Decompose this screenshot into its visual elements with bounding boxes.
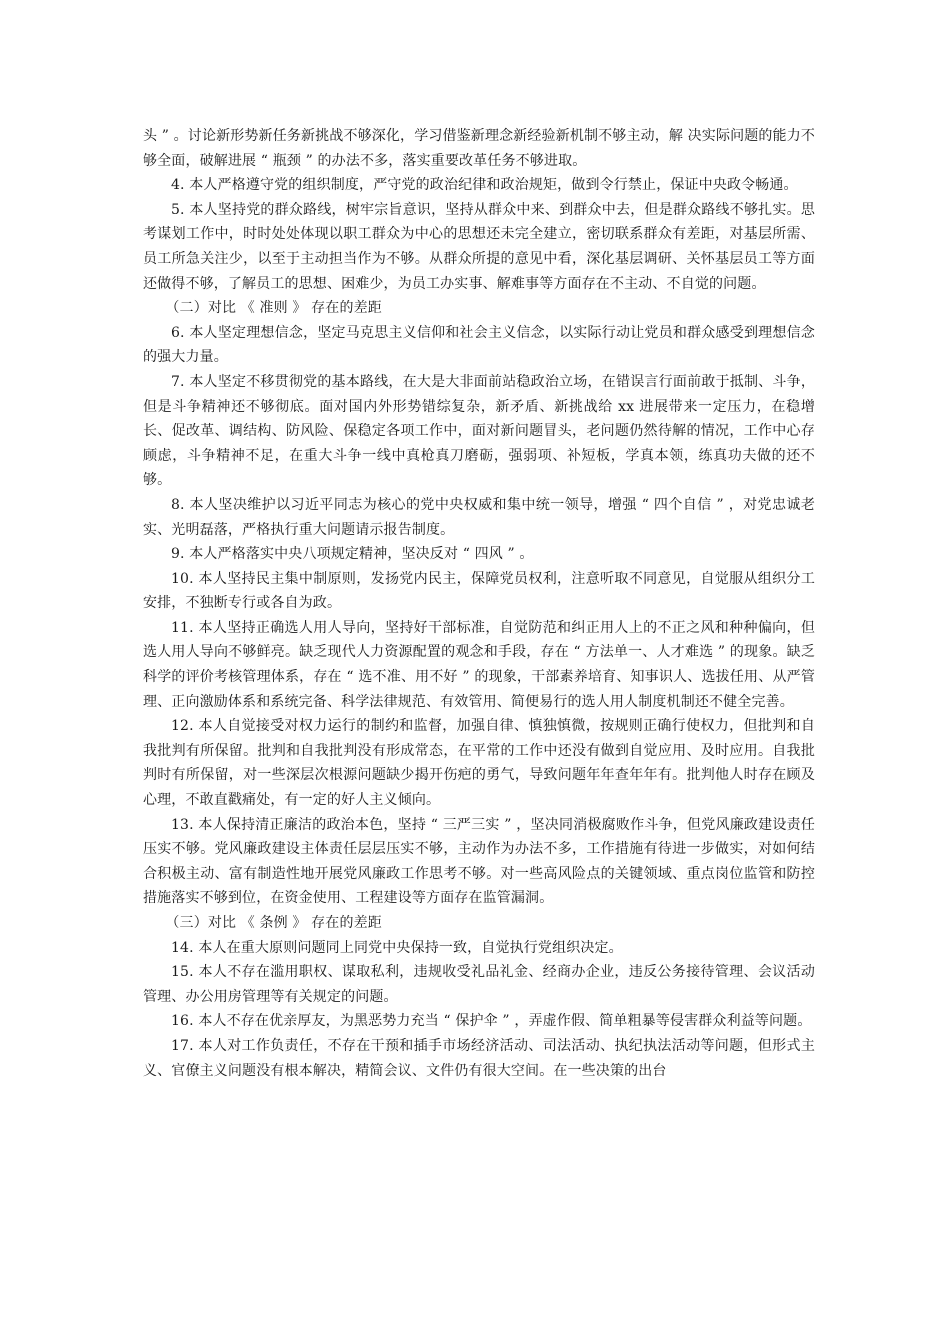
section-heading-3: （三）对比 《 条例 》 存在的差距 <box>165 915 382 931</box>
paragraph-item-5: 5. 本人坚持党的群众路线，树牢宗旨意识，坚持从群众中来、到群众中去，但是群众路线不够扎实。思考谋划工作中，时时处处体现以职工群众为中心的思想还未完全建立，密切联系群众有差距，对基层所需、员工所急关注少，以至于主动担当作为不够。从群众所提的意见中看，深化基层调研、关怀基层员工等方面还做得不够，了解员工的思想、困难少，为员工办实事、解难事等方面存在不主动、不自觉的问题。 <box>143 201 815 292</box>
paragraph-item-7: 7. 本人坚定不移贯彻党的基本路线，在大是大非面前站稳政治立场，在错误言行面前敢于抵制、斗争，但是斗争精神还不够彻底。面对国内外形势错综复杂，新矛盾、新挑战给 xx 进展带来一定压力，在稳增长、促改革、调结构、防风险、保稳定各项工作中，面对新问题冒头，老问题仍然待解的情况，工作中心存顾虑，斗争精神不足，在重大斗争一线中真枪真刀磨砺，强弱项、补短板，学真本领，练真功夫做的还不够。 <box>143 373 815 489</box>
paragraph-item-16: 16. 本人不存在优亲厚友，为黑恶势力充当 “ 保护伞 ” ，弄虚作假、简单粗暴等侵害群众利益等问题。 <box>171 1013 812 1030</box>
section-heading-2: （二）对比 《 准则 》 存在的差距 <box>165 300 382 317</box>
paragraph-item-12: 12. 本人自觉接受对权力运行的制约和监督，加强自律、慎独慎微，按规则正确行使权力，但批判和自我批判有所保留。批判和自我批判没有形成常态，在平常的工作中还没有做到自觉应用、及时应用。自我批判时有所保留，对一些深层次根源问题缺少揭开伤疤的勇气，导致问题年年查年年有。批判他人时存在顾及心理，不敢直戳痛处，有一定的好人主义倾向。 <box>143 718 815 809</box>
paragraph-item-13: 13. 本人保持清正廉洁的政治本色，坚持 “ 三严三实 ” ，坚决同消极腐败作斗争，但党风廉政建设责任压实不够。党风廉政建设主体责任层层压实不够，主动作为办法不多，工作措施有待进一步做实，对如何结合积极主动、富有制造性地开展党风廉政工作思考不够。对一些高风险点的关键领域、重点岗位监管和防控措施落实不够到位，在资金使用、工程建设等方面存在监管漏洞。 <box>143 816 815 907</box>
paragraph-item-11: 11. 本人坚持正确选人用人导向，坚持好干部标准，自觉防范和纠正用人上的不正之风和种种偏向，但选人用人导向不够鲜亮。缺乏现代人力资源配置的观念和手段，存在 “ 方法单一、人才难选 ” 的现象。缺乏科学的评价考核管理体系，存在 “ 选不准、用不好 ” 的现象，干部素养培育、知事识人、选拔任用、从严管理、正向激励体系和系统完备、科学法律规范、有效管用、简便易行的选人用人制度机制还不健全完善。 <box>143 619 815 710</box>
paragraph-item-17: 17. 本人对工作负责任，不存在干预和插手市场经济活动、司法活动、执纪执法活动等问题，但形式主义、官僚主义问题没有根本解决，精简会议、文件仍有很大空间。在一些决策的出台 <box>143 1037 815 1079</box>
paragraph-item-8: 8. 本人坚决维护以习近平同志为核心的党中央权威和集中统一领导，增强 “ 四个自信 ” ，对党忠诚老实、光明磊落，严格执行重大问题请示报告制度。 <box>143 496 815 538</box>
paragraph-item-15: 15. 本人不存在滥用职权、谋取私利，违规收受礼品礼金、经商办企业，违反公务接待管理、会议活动管理、办公用房管理等有关规定的问题。 <box>143 964 815 1005</box>
paragraph-item-4: 4. 本人严格遵守党的组织制度，严守党的政治纪律和政治规矩，做到令行禁止，保证中央政令畅通。 <box>171 177 798 194</box>
paragraph-item-10: 10. 本人坚持民主集中制原则，发扬党内民主，保障党员权利，注意听取不同意见，自觉服从组织分工安排，不独断专行或各自为政。 <box>143 570 815 612</box>
paragraph-item-14: 14. 本人在重大原则问题同上同党中央保持一致，自觉执行党组织决定。 <box>171 939 623 956</box>
paragraph-item-9: 9. 本人严格落实中央八项规定精神，坚决反对 “ 四风 ” 。 <box>171 546 534 563</box>
paragraph-item-6: 6. 本人坚定理想信念，坚定马克思主义信仰和社会主义信念，以实际行动让党员和群众感受到理想信念的强大力量。 <box>143 324 815 366</box>
paragraph-continuation: 头 ” 。讨论新形势新任务新挑战不够深化，学习借鉴新理念新经验新机制不够主动，解 决实际问题的能力不够全面，破解进展 “ 瓶颈 ” 的办法不多，落实重要改革任务不够进取。 <box>143 128 816 169</box>
document-body <box>143 124 815 1083</box>
